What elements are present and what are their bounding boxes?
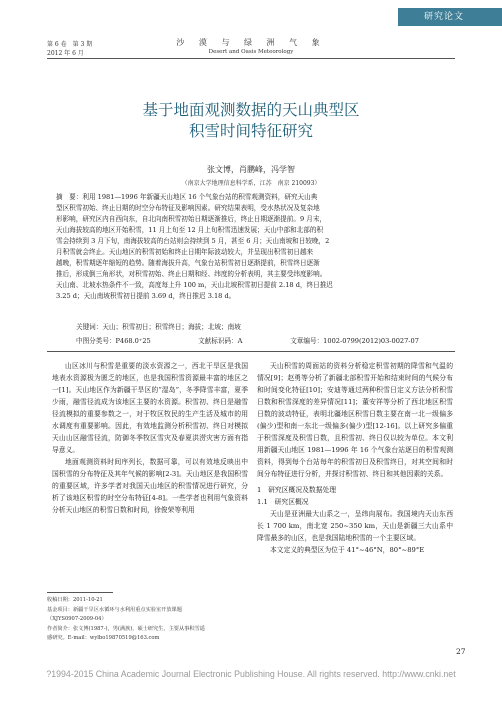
abstract-line: 摘 要：利用 1981—1996 年新疆天山地区 16 个气象台站的积雪观测资料，研究天山典 xyxy=(56,193,318,201)
keywords: 关键词：天山；积雪初日；积雪终日；海拔；北坡；南坡 xyxy=(76,323,241,331)
abstract-line: 型区积雪初始、终止日期的时空分布特征及影响因素。研究结果表明，受水热状况及复杂地 xyxy=(56,204,320,212)
classification-number: 中图分类号：P468.0⁺25 xyxy=(76,337,151,345)
article-id: 文章编号：1002-0799(2012)03-0027-07 xyxy=(290,337,419,345)
abstract-line: 形影响，研究区内自西向东，自北向南积雪初始日期逐渐推后，终止日期逐渐提前。9 月末， xyxy=(56,215,327,223)
document-code: 文献标识码：A xyxy=(198,337,243,345)
issue-date: 2012 年 6 月 xyxy=(47,50,84,57)
footnote-line: 感研究。E-mail：wylbo19870519@163.com xyxy=(47,635,160,641)
body-paragraph: 本文定义的典型区为位于 41°~46°N，80°~89°E xyxy=(270,546,425,554)
volume-issue: 第 6 卷 第 3 期 xyxy=(47,41,93,48)
classification-row xyxy=(76,335,456,345)
abstract-line: 越晚，积雪期逐年缩短的趋势。随着海拔升高，气象台站积雪初日逐渐提前，积雪终日逐渐 xyxy=(56,259,320,267)
copyright-notice: ?1994-2015 China Academic Journal Electronic Publishing House. All rights reserved. http://www.cnki.net xyxy=(46,669,456,679)
footnote-line: （XJYS0907-2009-04） xyxy=(47,616,107,622)
footnote-line: 收稿日期：2011-10-21 xyxy=(47,597,103,603)
title-line-1: 基于地面观测数据的天山典型区 xyxy=(142,101,360,119)
body-paragraph: 天山积雪的周面站的资料分析稳定积雪初期的降雪和气温的情况[9]；赵勇等分析了新疆北部积雪开始和结束时间的气候分布和时间变化特征[10]；安迪等通过两种积雪日定义方法分析积雪日数和积雪深度的差异情况[11]；董安祥等分析了西北地区积雪日数的波动特征，表明北疆地区积雪日数主要在南一北一级偏多(偏少)型和南一东北一级偏多(偏少)型[12-16]。以上研究多偏重于积雪深度及积雪日数，且积雪初、终日仅以较为单位。本文利用新疆天山地区 1981—1996 年 16 个气象台站逐日的积雪观测资料，得到每个台站每年的积雪初日及积雪终日，对其空间和时间分布特征进行分析，并探讨积雪初、终日和其他因素的关系。 xyxy=(257,362,453,478)
section-tag: 研究论文 xyxy=(398,8,502,26)
title-line-2: 积雪时间特征研究 xyxy=(188,122,313,140)
header-rule xyxy=(47,58,455,59)
journal-name-cn: 沙 漠 与 绿 洲 气 象 xyxy=(176,38,326,47)
section-heading: 1 研究区概况及数据处理 xyxy=(257,486,337,494)
body-paragraph: 地面观测资料时间序列长，数据可靠，可以有效地反映出中国积雪的分布特征及其年气候的影响[2-3]。天山地区是我国积雪的重要区域，许多学者对我国天山地区的积雪情况进行研究，分析了该地区积雪的时空分布特征[4-8]。一些学者也利用气象资料分析天山地区的积雪日数和时间，徐俊荣等利用 xyxy=(52,458,248,514)
footnote-line: 基金项目：新疆干旱区水循环与水利用重点实验室开放课题 xyxy=(47,606,182,613)
abstract-line: 月积雪就会终止。天山地区的积雪初始和终止日期年际波动较大，并呈现出积雪初日越来 xyxy=(56,248,314,256)
subsection-heading: 1.1 研究区概况 xyxy=(257,498,309,506)
authors: 张文博，肖鹏峰，冯学智 xyxy=(207,165,295,174)
abstract-line: 雪会持续到 3 月下旬，南海拔较高的台站则会持续到 5 月，甚至 6 月；天山南坡和日较晚，2 xyxy=(56,237,330,245)
page-number: 27 xyxy=(456,647,466,656)
body-paragraph: 天山是亚洲最大山系之一，呈纬向展布。我国境内天山东西长 1 700 km，南北宽 250~350 km，天山是新疆三大山系中降雪最多的山区，也是我国陆地积雪的一个主要区域。 xyxy=(257,510,453,542)
journal-name-en: Desert and Oasis Meteorology xyxy=(208,49,294,55)
footnotes xyxy=(47,596,247,644)
right-column xyxy=(257,360,453,556)
abstract-line: 3.25 d；天山南坡积雪初日提前 3.69 d，终日推迟 3.18 d。 xyxy=(56,292,236,300)
footnote-rule xyxy=(47,592,113,593)
abstract-line: 天山南、北坡水热条件不一致，高度每上升 100 m，天山北坡积雪初日提前 2.18 d，终日推迟 xyxy=(56,281,333,289)
body-paragraph: 山区冰川与积雪是重要的淡水资源之一，西北干旱区是我国地表水资源极为匮乏的地区，也是我国积雪资源最丰富的地区之一[1]。天山地区作为新疆干旱区的“湿岛”，冬季降雪丰富，夏季少雨，融雪径流成为该地区主要的水资源。积雪初、终日是融雪径流模拟的重要参数之一，对于牧区牧民的生产生活及城市的用水调度有重要影响。因此，有效地监测分析积雪初、终日对模拟天山山区融雪径流，防御冬季牧区雪灾及春夏洪涝灾害方面有指导意义。 xyxy=(52,362,248,454)
left-column xyxy=(52,360,248,516)
body-rule xyxy=(47,351,455,352)
affiliation: （南京大学地理信息科学系，江苏 南京 210093） xyxy=(181,180,321,187)
footnote-line: 作者简介：张文博(1987-)，男(满族)，硕士研究生，主要从事积雪遥 xyxy=(47,625,205,632)
abstract xyxy=(56,192,452,302)
journal-header xyxy=(0,37,502,55)
abstract-line: 天山海拔较高的地区开始积雪，11 月上旬至 12 月上旬积雪迅速发展；天山中部和北部的积 xyxy=(56,226,324,234)
article-title xyxy=(0,100,502,142)
abstract-line: 推后，形成倒三角形状，对积雪初始、终止日期和经、纬度的分析表明，其主要受纬度影响。 xyxy=(56,270,327,278)
